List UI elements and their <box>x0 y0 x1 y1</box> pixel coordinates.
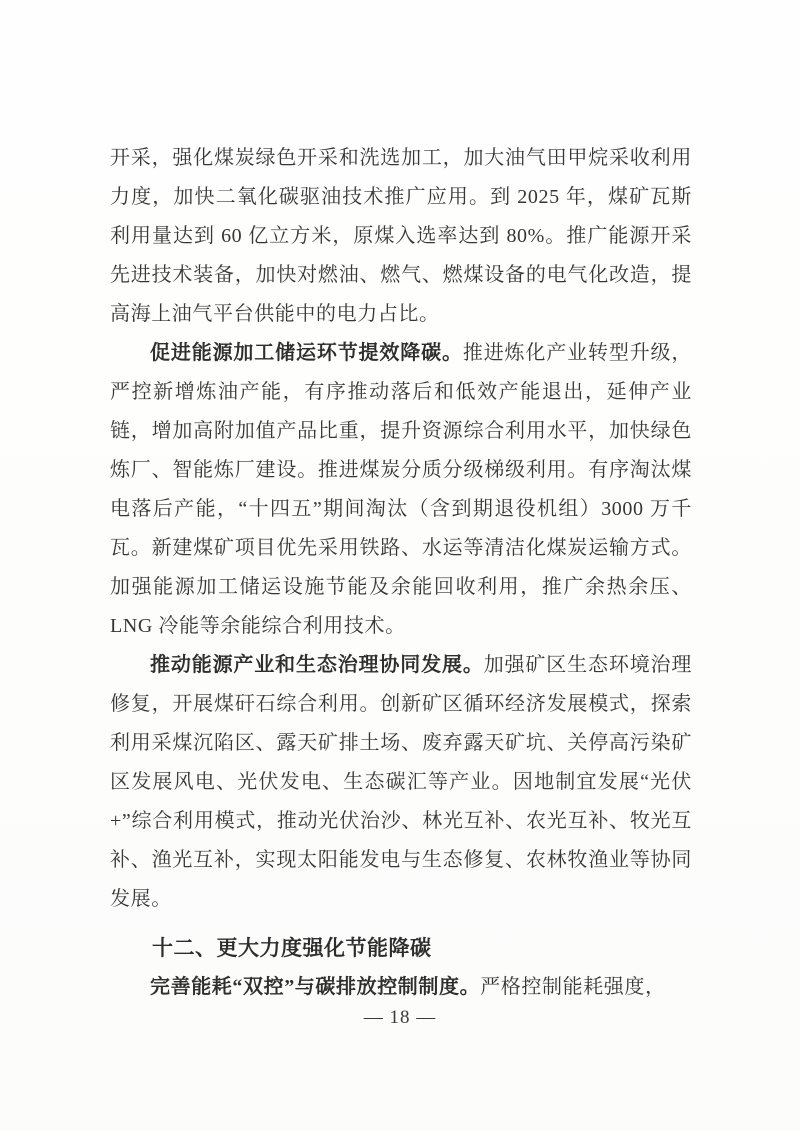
paragraph-bold-lead: 促进能源加工储运环节提效降碳。 <box>150 342 463 364</box>
section-heading: 十二、更大力度强化节能降碳 <box>152 937 432 960</box>
paragraph-energy-processing <box>110 334 692 646</box>
text-block <box>110 139 692 1007</box>
paragraph-bold-lead: 推动能源产业和生态治理协同发展。 <box>150 654 484 676</box>
paragraph-bold-lead: 完善能耗“双控”与碳排放控制制度。 <box>150 976 481 998</box>
paragraph-continuation <box>110 139 692 334</box>
paragraph-text: 加强矿区生态环境治理修复，开展煤矸石综合利用。创新矿区循环经济发展模式，探索利用采煤沉陷区、露天矿排土场、废弃露天矿坑、关停高污染矿区发展风电、光伏发电、生态碳汇等产业。因地制宜发展“光伏+”综合利用模式，推动光伏治沙、林光互补、农光互补、牧光互补、渔光互补，实现太阳能发电与生态修复、农林牧渔业等协同发展。 <box>110 654 693 910</box>
paragraph-text: 推进炼化产业转型升级，严控新增炼油产能，有序推动落后和低效产能退出，延伸产业链，增加高附加值产品比重，提升资源综合利用水平，加快绿色炼厂、智能炼厂建设。推进煤炭分质分级梯级利用。有序淘汰煤电落后产能，“十四五”期间淘汰（含到期退役机组）3000 万千瓦。新建煤矿项目优先采用铁路、水运等清洁化煤炭运输方式。加强能源加工储运设施节能及余能回收利用，推广余热余压、LNG 冷能等余能综合利用技术。 <box>110 342 692 637</box>
paragraph-eco-governance <box>110 646 692 919</box>
paragraph-text: 开采，强化煤炭绿色开采和洗选加工，加大油气田甲烷采收利用力度，加快二氧化碳驱油技术推广应用。到 2025 年，煤矿瓦斯利用量达到 60 亿立方米，原煤入选率达到 80%。推广能源开采先进技术装备，加快对燃油、燃气、燃煤设备的电气化改造，提高海上油气平台供能中的电力占比。 <box>110 147 692 325</box>
paragraph-text: 严格控制能耗强度， <box>480 976 666 998</box>
paragraph-energy-control <box>110 968 692 1007</box>
page-number: — 18 — <box>363 1007 437 1028</box>
